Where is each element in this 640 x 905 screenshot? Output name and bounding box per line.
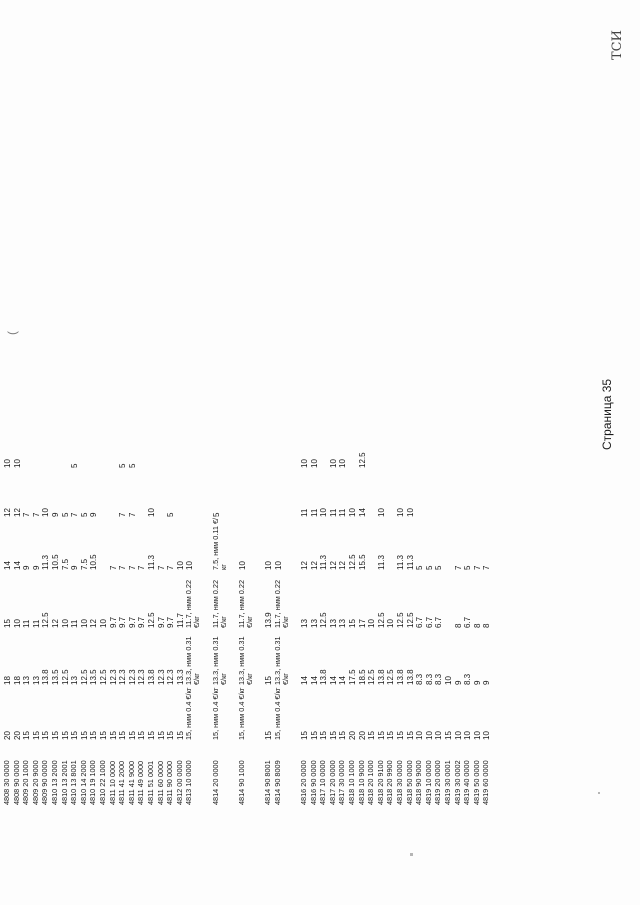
rate-cell: 15 xyxy=(166,731,176,740)
rate-cell: 11.3 xyxy=(41,555,51,570)
rate-cell: 7 xyxy=(156,565,166,570)
rate-cell: 15 xyxy=(127,731,137,740)
rate-cell: 11.3 xyxy=(396,555,405,570)
rate-cell: 13.3 xyxy=(175,669,185,685)
rate-cell: 7 xyxy=(137,565,147,570)
rate-cell: 10 xyxy=(309,459,319,468)
tariff-code-cell: 4818 20 9900 xyxy=(385,760,395,805)
rate-cell: 15 xyxy=(348,619,357,628)
rate-cell: 8.3 xyxy=(434,673,444,685)
rate-cell: 15.5 xyxy=(357,554,367,570)
rate-cell: 15, нмм 0.4 €/кг xyxy=(184,687,194,740)
rate-cell: 10 xyxy=(300,459,309,468)
rate-cell: 11.7, нмм 0.22 €/кг xyxy=(184,579,202,628)
rate-cell: 15 xyxy=(405,731,415,740)
rate-cell: 20 xyxy=(12,731,22,740)
tariff-code-cell: 4814 90 8009 xyxy=(272,760,282,805)
rate-cell: 9 xyxy=(70,565,80,570)
rate-cell: 7 xyxy=(31,512,41,517)
rate-cell: 10 xyxy=(319,508,329,517)
handwritten-note: ТСИ xyxy=(610,30,625,60)
tariff-code-cell: 4809 90 0000 xyxy=(40,760,50,805)
rate-cell: 10 xyxy=(175,561,185,570)
rate-cell: 18.5 xyxy=(357,669,367,685)
rate-cell: 15 xyxy=(386,731,396,740)
rate-cell: 10 xyxy=(444,676,453,685)
tariff-code-cell: 4819 20 0000 xyxy=(433,760,443,805)
rate-cell: 12 xyxy=(12,508,22,517)
rate-cell: 7 xyxy=(108,565,118,570)
rate-cell: 20 xyxy=(3,731,12,740)
rate-cell: 13.8 xyxy=(319,669,329,685)
rate-cell: 10 xyxy=(41,508,51,517)
rate-cell: 6.7 xyxy=(463,616,473,628)
rate-cell: 7 xyxy=(166,565,176,570)
rate-cell: 10.5 xyxy=(89,554,99,570)
tariff-code-cell: 4811 10 0000 xyxy=(107,760,117,805)
rate-cell: 12.5 xyxy=(99,669,108,685)
rate-cell: 5 xyxy=(118,463,128,468)
rate-cell: 12 xyxy=(89,619,99,628)
rate-cell: 9.7 xyxy=(166,616,176,628)
rate-cell: 11 xyxy=(300,508,309,517)
rate-cell: 13.8 xyxy=(147,669,156,685)
rate-cell: 18 xyxy=(12,676,22,685)
rate-cell: 15 xyxy=(264,676,273,685)
rate-cell: 12 xyxy=(51,619,60,628)
rate-cell: 15 xyxy=(89,731,99,740)
rate-cell: 12.3 xyxy=(127,669,137,685)
tariff-code-cell: 4818 30 0000 xyxy=(395,760,404,805)
tariff-code-cell: 4816 20 0000 xyxy=(299,760,308,805)
rate-cell: 6.7 xyxy=(434,616,444,628)
rate-cell: 13.3, нмм 0.31 €/кг xyxy=(211,636,228,685)
rate-cell: 7 xyxy=(472,565,482,570)
rate-cell: 15 xyxy=(41,731,51,740)
rate-cell: 13 xyxy=(309,619,319,628)
rate-cell: 18 xyxy=(3,676,12,685)
rate-cell: 10 xyxy=(12,459,22,468)
rate-cell: 12.5 xyxy=(405,612,415,628)
rate-cell: 5 xyxy=(434,565,444,570)
rate-cell: 9 xyxy=(472,680,482,685)
rate-cell: 5 xyxy=(463,565,473,570)
tariff-code-cell: 4810 22 1000 xyxy=(98,760,107,805)
rate-cell: 10 xyxy=(147,508,156,517)
rate-cell: 12.5 xyxy=(60,669,70,685)
rate-cell: 12.3 xyxy=(166,669,176,685)
rate-cell: 7 xyxy=(453,565,463,570)
tariff-code-cell: 4809 20 1000 xyxy=(21,760,31,805)
rate-cell: 12.5 xyxy=(319,612,329,628)
table-row xyxy=(237,0,254,905)
rate-cell: 20 xyxy=(348,731,357,740)
rate-cell: 15 xyxy=(319,731,329,740)
rate-cell: 7.5 xyxy=(79,558,89,570)
tariff-code-cell: 4810 19 1000 xyxy=(88,760,98,805)
rate-cell: 9 xyxy=(22,565,32,570)
rate-cell: 10 xyxy=(367,619,377,628)
tariff-code-cell: 4808 90 0000 xyxy=(11,760,21,805)
rate-cell: 5 xyxy=(70,463,80,468)
rate-cell: 9 xyxy=(31,565,41,570)
rate-cell: 15 xyxy=(376,731,386,740)
tariff-code-cell: 4819 30 0001 xyxy=(443,760,452,805)
rate-cell: 7 xyxy=(482,565,492,570)
tariff-code-cell: 4813 10 0000 xyxy=(184,760,194,805)
tariff-code-cell: 4811 49 0000 xyxy=(136,760,146,805)
rate-cell: 10 xyxy=(238,561,247,570)
rate-cell: 12.5 xyxy=(357,452,367,468)
rate-cell: 11 xyxy=(338,508,348,517)
tariff-code-cell: 4810 13 8001 xyxy=(69,760,79,805)
rate-cell: 17 xyxy=(357,619,367,628)
rate-cell: 11 xyxy=(22,619,32,628)
rate-cell: 5 xyxy=(79,512,89,517)
scan-speck xyxy=(598,792,600,794)
rate-cell: 15 xyxy=(175,731,185,740)
tariff-code-cell: 4819 60 0000 xyxy=(481,760,491,805)
rate-cell: 11.7, нмм 0.22 €/кг xyxy=(237,579,254,628)
rate-cell: 9.7 xyxy=(108,616,118,628)
rate-cell: 11.3 xyxy=(319,555,329,570)
rate-cell: 8.3 xyxy=(424,673,434,685)
rate-cell: 9.7 xyxy=(137,616,147,628)
rate-cell: 7 xyxy=(22,512,32,517)
rate-cell: 9.7 xyxy=(127,616,137,628)
tariff-code-cell: 4818 10 1000 xyxy=(347,760,356,805)
tariff-code-cell: 4818 20 9100 xyxy=(375,760,385,805)
rate-cell: 10 xyxy=(328,459,338,468)
rate-cell: 20 xyxy=(357,731,367,740)
rate-cell: 15 xyxy=(367,731,377,740)
rate-cell: 12.3 xyxy=(108,669,118,685)
rate-cell: 8.3 xyxy=(463,673,473,685)
rate-cell: 15, нмм 0.4 €/кг xyxy=(272,687,282,740)
rate-cell: 7.5 xyxy=(60,558,70,570)
rate-cell: 5 xyxy=(166,512,176,517)
rate-cell: 12.5 xyxy=(41,612,51,628)
rate-cell: 8.3 xyxy=(415,673,425,685)
rate-cell: 14 xyxy=(3,561,12,570)
rate-cell: 10 xyxy=(415,731,425,740)
tariff-code-cell: 4819 30 0002 xyxy=(452,760,462,805)
rate-cell: 11.3 xyxy=(405,555,415,570)
rate-cell: 10 xyxy=(472,731,482,740)
tariff-code-cell: 4812 00 0000 xyxy=(174,760,184,805)
rate-cell: 10 xyxy=(79,619,89,628)
tariff-code-cell: 4811 51 0001 xyxy=(146,760,155,805)
tariff-code-cell: 4817 30 0000 xyxy=(337,760,347,805)
rate-cell: 13 xyxy=(338,619,348,628)
rate-cell: 12.5 xyxy=(386,669,396,685)
rate-cell: 11.7, нмм 0.22 €/кг xyxy=(211,579,228,628)
rate-cell: 15 xyxy=(137,731,147,740)
scan-speck xyxy=(410,853,413,856)
rate-cell: 10 xyxy=(338,459,348,468)
tariff-code-cell: 4814 90 8001 xyxy=(263,760,272,805)
table-row xyxy=(482,0,494,905)
table-row xyxy=(272,0,290,905)
rate-cell: 10 xyxy=(264,561,273,570)
rate-cell: 15 xyxy=(51,731,60,740)
corner-mark: ( xyxy=(5,331,19,335)
rate-cell: 14 xyxy=(12,561,22,570)
rate-cell: 13.8 xyxy=(405,669,415,685)
rate-cell: 11 xyxy=(70,619,80,628)
rate-cell: 9.7 xyxy=(118,616,128,628)
rate-cell: 13.3, нмм 0.31 €/кг xyxy=(184,636,202,685)
rate-cell: 13.5 xyxy=(89,669,99,685)
rate-cell: 15 xyxy=(147,731,156,740)
rate-cell: 8 xyxy=(482,623,492,628)
rate-cell: 15 xyxy=(156,731,166,740)
rate-cell: 15 xyxy=(396,731,405,740)
rate-cell: 9.7 xyxy=(156,616,166,628)
rate-cell: 9 xyxy=(51,512,60,517)
rate-cell: 13.3, нмм 0.31 €/кг xyxy=(272,636,290,685)
rate-cell: 7 xyxy=(118,512,128,517)
rate-cell: 14 xyxy=(300,676,309,685)
tariff-code-cell: 4811 41 9000 xyxy=(126,760,136,805)
rate-cell: 15 xyxy=(338,731,348,740)
rate-cell: 12 xyxy=(338,561,348,570)
rate-cell: 12.5 xyxy=(348,554,357,570)
rate-cell: 13 xyxy=(31,676,41,685)
tariff-code-cell: 4814 90 1000 xyxy=(237,760,246,805)
rate-cell: 12.5 xyxy=(79,669,89,685)
rate-cell: 11.3 xyxy=(376,555,386,570)
rate-cell: 15 xyxy=(31,731,41,740)
rate-cell: 11 xyxy=(31,619,41,628)
rate-cell: 10 xyxy=(405,508,415,517)
rate-cell: 15 xyxy=(99,731,108,740)
rate-cell: 15 xyxy=(264,731,273,740)
rate-cell: 12.3 xyxy=(118,669,128,685)
rate-cell: 10 xyxy=(3,459,12,468)
tariff-code-cell: 4810 14 2000 xyxy=(78,760,88,805)
rate-cell: 12.5 xyxy=(147,612,156,628)
rate-cell: 15 xyxy=(118,731,128,740)
rate-cell: 15 xyxy=(60,731,70,740)
rate-cell: 15, нмм 0.4 €/кг xyxy=(237,687,246,740)
tariff-code-cell: 4808 30 0000 xyxy=(2,760,11,805)
rate-cell: 5 xyxy=(127,463,137,468)
rate-cell: 13 xyxy=(22,676,32,685)
table-row xyxy=(184,0,202,905)
rate-cell: 11.7 xyxy=(175,613,185,628)
rate-cell: 12.3 xyxy=(137,669,147,685)
rate-cell: 10 xyxy=(386,619,396,628)
rate-cell: 13.8 xyxy=(376,669,386,685)
rate-cell: 11 xyxy=(309,508,319,517)
rate-cell: 9 xyxy=(89,512,99,517)
rate-cell: 15 xyxy=(79,731,89,740)
rate-cell: 17.5 xyxy=(348,669,357,685)
rate-cell: 10 xyxy=(463,731,473,740)
rate-cell: 15 xyxy=(22,731,32,740)
rate-cell: 15, нмм 0.4 €/кг xyxy=(211,687,220,740)
tariff-code-cell: 4811 90 0000 xyxy=(165,760,175,805)
rate-cell: 10 xyxy=(12,619,22,628)
rate-cell: 13.9 xyxy=(264,612,273,628)
rate-cell: 14 xyxy=(328,676,338,685)
tariff-code-cell: 4819 10 0000 xyxy=(423,760,433,805)
tariff-code-cell: 4818 50 0000 xyxy=(404,760,414,805)
page-number: Страница 35 xyxy=(600,378,614,450)
rate-cell: 13.5 xyxy=(51,669,60,685)
rate-cell: 7 xyxy=(127,512,137,517)
rate-cell: 5 xyxy=(212,512,221,517)
rate-cell: 12.5 xyxy=(376,612,386,628)
rate-cell: 15 xyxy=(108,731,118,740)
rate-cell: 12 xyxy=(300,561,309,570)
rate-cell: 9 xyxy=(453,680,463,685)
rate-cell: 9 xyxy=(482,680,492,685)
rate-cell: 10 xyxy=(60,619,70,628)
rate-cell: 13.8 xyxy=(41,669,51,685)
rate-cell: 15 xyxy=(3,619,12,628)
rate-cell: 11.7, нмм 0.22 €/кг xyxy=(272,579,290,628)
rate-cell: 10.5 xyxy=(51,554,60,570)
rate-cell: 8 xyxy=(453,623,463,628)
rate-cell: 11.3 xyxy=(147,555,156,570)
rate-cell: 10 xyxy=(453,731,463,740)
rate-cell: 13 xyxy=(328,619,338,628)
tariff-code-cell: 4817 20 0000 xyxy=(327,760,337,805)
tariff-code-cell: 4817 10 0000 xyxy=(318,760,328,805)
rate-cell: 7 xyxy=(70,512,80,517)
rate-cell: 15 xyxy=(300,731,309,740)
tariff-code-cell: 4814 20 0000 xyxy=(211,760,220,805)
rate-cell: 7.5, нмм 0.11 €/кг xyxy=(211,517,228,570)
tariff-code-cell: 4819 50 0000 xyxy=(471,760,481,805)
rate-cell: 14 xyxy=(309,676,319,685)
tariff-code-cell: 4816 90 0000 xyxy=(308,760,318,805)
tariff-code-cell: 4811 60 0000 xyxy=(155,760,165,805)
rate-cell: 12 xyxy=(328,561,338,570)
table-row xyxy=(211,0,228,905)
tariff-code-cell: 4818 20 1000 xyxy=(366,760,376,805)
tariff-code-cell: 4818 10 9000 xyxy=(356,760,366,805)
rate-cell: 8 xyxy=(472,623,482,628)
rate-cell: 10 xyxy=(273,561,283,570)
rate-cell: 15 xyxy=(309,731,319,740)
rate-cell: 7 xyxy=(118,565,128,570)
rate-cell: 12 xyxy=(3,508,12,517)
rate-cell: 13 xyxy=(70,676,80,685)
rate-cell: 12 xyxy=(309,561,319,570)
rate-cell: 5 xyxy=(424,565,434,570)
rate-cell: 6.7 xyxy=(424,616,434,628)
rate-cell: 15 xyxy=(328,731,338,740)
rate-cell: 11 xyxy=(328,508,338,517)
rate-cell: 15 xyxy=(70,731,80,740)
rate-cell: 14 xyxy=(357,508,367,517)
rate-cell: 10 xyxy=(185,561,195,570)
rate-cell: 13 xyxy=(300,619,309,628)
rate-cell: 12.3 xyxy=(156,669,166,685)
tariff-code-cell: 4809 20 9000 xyxy=(30,760,40,805)
tariff-code-cell: 4819 40 0000 xyxy=(462,760,472,805)
rate-cell: 10 xyxy=(348,508,357,517)
tariff-code-cell: 4810 13 2001 xyxy=(59,760,69,805)
rate-cell: 5 xyxy=(415,565,425,570)
rate-cell: 12.5 xyxy=(367,669,377,685)
rate-cell: 13.3, нмм 0.31 €/кг xyxy=(237,636,254,685)
rate-cell: 5 xyxy=(60,512,70,517)
rate-cell: 10 xyxy=(99,619,108,628)
rate-cell: 10 xyxy=(434,731,444,740)
tariff-code-cell: 4818 90 9000 xyxy=(414,760,424,805)
rate-cell: 13.8 xyxy=(396,669,405,685)
rate-cell: 10 xyxy=(424,731,434,740)
rate-cell: 10 xyxy=(482,731,492,740)
rate-cell: 14 xyxy=(338,676,348,685)
rate-cell: 10 xyxy=(376,508,386,517)
tariff-code-cell: 4810 13 2000 xyxy=(50,760,59,805)
rate-cell: 7 xyxy=(127,565,137,570)
tariff-code-cell: 4811 41 2000 xyxy=(117,760,127,805)
rate-cell: 6.7 xyxy=(415,616,425,628)
rate-cell: 10 xyxy=(396,508,405,517)
rate-cell: 12.5 xyxy=(396,612,405,628)
rate-cell: 15 xyxy=(444,731,453,740)
